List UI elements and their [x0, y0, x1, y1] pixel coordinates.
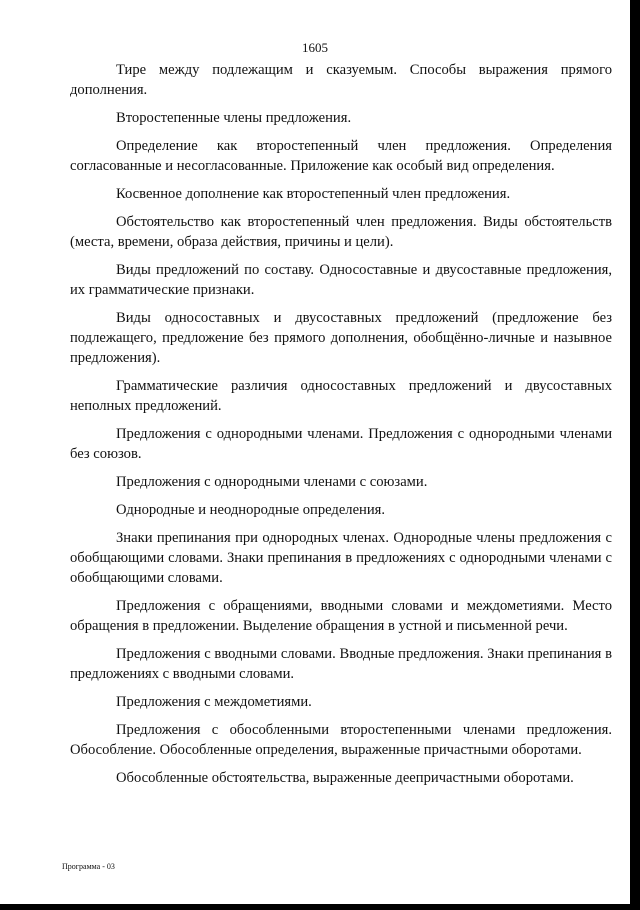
- paragraph-16: Предложения с обособленными второстепенными членами предложения. Обособление. Обособленные определения, выраженные причастными оборотами.: [70, 722, 612, 758]
- paragraph-17: Обособленные обстоятельства, выраженные деепричастными оборотами.: [116, 770, 574, 786]
- paragraph-13: Предложения с обращениями, вводными словами и междометиями. Место обращения в предложении. Выделение обращения в устной и письменной речи.: [70, 598, 612, 634]
- paragraph-9: Предложения с однородными членами. Предложения с однородными членами без союзов.: [70, 426, 612, 462]
- paragraph-11: Однородные и неоднородные определения.: [116, 502, 386, 518]
- page-number: 1605: [302, 40, 328, 55]
- paragraph-3: Определение как второстепенный член предложения. Определения согласованные и несогласованные. Приложение как особый вид определения.: [70, 138, 612, 174]
- paragraph-8: Грамматические различия односоставных предложений и двусоставных неполных предложений.: [70, 378, 612, 414]
- paragraph-1: Тире между подлежащим и сказуемым. Способы выражения прямого дополнения.: [70, 62, 612, 98]
- paragraph-10: Предложения с однородными членами с союзами.: [116, 474, 428, 490]
- paragraph-4: Косвенное дополнение как второстепенный член предложения.: [116, 186, 511, 202]
- paragraph-6: Виды предложений по составу. Односоставные и двусоставные предложения, их грамматические признаки.: [70, 262, 612, 298]
- paragraph-2: Второстепенные члены предложения.: [116, 110, 352, 126]
- paragraph-14: Предложения с вводными словами. Вводные предложения. Знаки препинания в предложениях с вводными словами.: [70, 646, 612, 682]
- paragraph-7: Виды односоставных и двусоставных предложений (предложение без подлежащего, предложение без прямого дополнения, обобщённо-личные и назывное предложения).: [70, 310, 612, 366]
- paragraph-12: Знаки препинания при однородных членах. Однородные члены предложения с обобщающими словами. Знаки препинания в предложениях с однородными членами с обобщающими словами.: [70, 530, 612, 586]
- paragraph-15: Предложения с междометиями.: [116, 694, 312, 710]
- paragraph-5: Обстоятельство как второстепенный член предложения. Виды обстоятельств (места, времени, образа действия, причины и цели).: [70, 214, 612, 250]
- page-footer: Программа - 03: [62, 862, 115, 871]
- page-content: [70, 60, 612, 796]
